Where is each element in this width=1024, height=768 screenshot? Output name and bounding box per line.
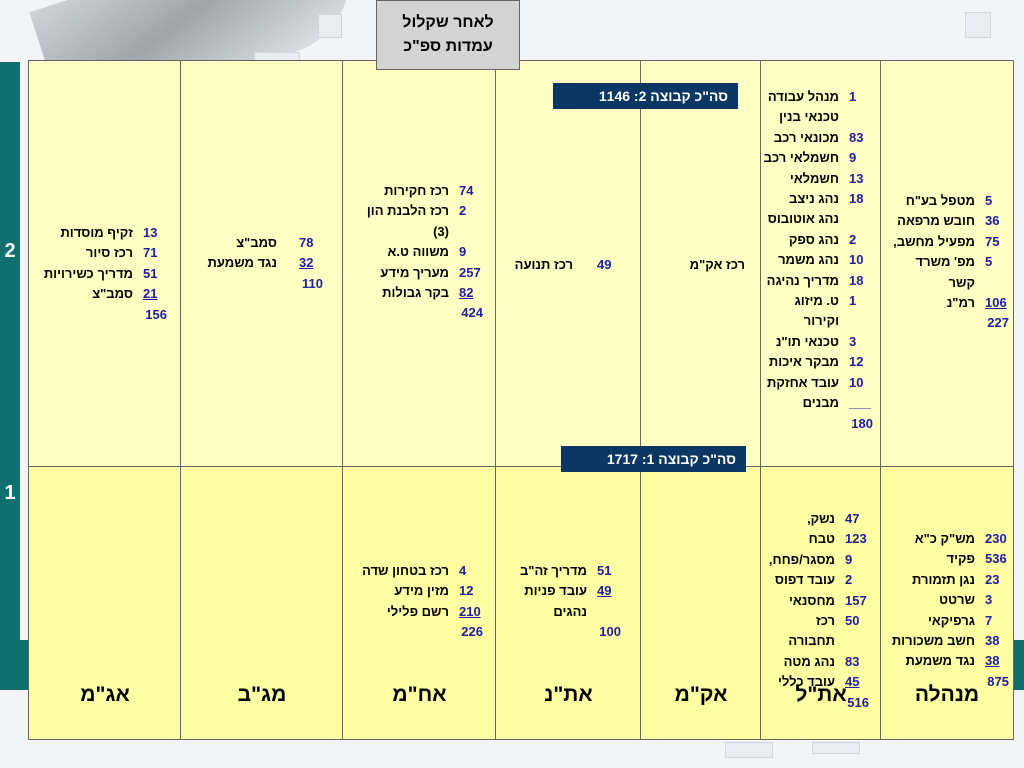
role: נהג אוטובוס (767, 211, 839, 227)
role: חשב משכורות (891, 633, 975, 649)
top-atan-cell (515, 255, 621, 275)
header-line-1: לאחר שקלול (402, 14, 494, 31)
count: 3 (985, 592, 993, 608)
role: מדריך זה"ב (519, 563, 587, 578)
role: מש"ק כ"א (914, 531, 975, 546)
list-item (769, 570, 869, 590)
count: 230 (985, 531, 1007, 546)
role: (3) (433, 223, 449, 239)
count: 1 (849, 89, 857, 104)
list-item (764, 352, 873, 372)
role: שרטט (939, 592, 975, 608)
background-square (318, 14, 342, 38)
list-item (892, 529, 1009, 549)
list-item (362, 581, 483, 601)
count: 3 (849, 333, 857, 349)
group-2-label: 2 (4, 240, 16, 262)
list-item (515, 255, 621, 275)
count (845, 631, 869, 651)
count: 9 (849, 150, 857, 166)
list-item (893, 252, 1009, 272)
top-menahala-cell (893, 191, 1009, 334)
count: 4 (459, 563, 467, 578)
role: נגד משמעת (207, 255, 277, 271)
role: מזין מידע (394, 583, 449, 599)
role: רכז הלבנת הון (366, 203, 449, 219)
list-item (44, 284, 167, 304)
background-square (812, 742, 860, 754)
list-item (892, 611, 1009, 631)
list-item (44, 223, 167, 243)
column-label-aham: אח"מ (392, 683, 447, 706)
count: 210 (459, 603, 481, 619)
list-item (892, 549, 1009, 569)
list-item (893, 211, 1009, 231)
role: מטפל בע"ח (905, 193, 975, 208)
list-item (764, 250, 873, 270)
list-item (769, 591, 869, 611)
list-item (764, 332, 873, 352)
column-label-akam: אק"מ (674, 683, 728, 706)
role: קשר (948, 274, 975, 290)
role: בקר גבולות (382, 285, 449, 301)
count: 2 (459, 203, 467, 219)
total: 424 (461, 305, 483, 321)
header-line-2: עמדות ספ"כ (403, 38, 493, 55)
count: 13 (143, 225, 158, 240)
role: מסגר/פחח, (768, 551, 835, 567)
count: 9 (845, 551, 853, 567)
group-1-label: 1 (4, 482, 16, 504)
count: 51 (143, 265, 158, 281)
list-item (208, 233, 323, 253)
list-item (769, 652, 869, 672)
role: מדריך כשירויות (43, 265, 133, 281)
total: 100 (599, 624, 621, 640)
count: 2 (849, 231, 857, 247)
list-item (44, 264, 167, 284)
role: נהג ספק (788, 231, 839, 247)
column-divider (342, 61, 343, 739)
list-item (520, 561, 621, 581)
list-item (769, 611, 869, 631)
role: טכנאי תו"נ (775, 333, 839, 349)
group-1-total-badge: סה"כ קבוצה 1: 1717 (561, 446, 746, 472)
role: טבח (808, 531, 835, 547)
count (849, 209, 873, 229)
list-item (764, 169, 873, 189)
role: מדריך נהיגה (766, 272, 839, 288)
count: 49 (597, 583, 612, 599)
count: 50 (845, 613, 860, 629)
count: 12 (849, 354, 864, 370)
list-item (893, 191, 1009, 211)
top-akam-cell (690, 255, 745, 275)
role: סמב"צ (92, 286, 133, 302)
column-divider (760, 61, 761, 739)
total: 226 (461, 624, 483, 640)
role: פקיד (946, 551, 975, 567)
count: 257 (459, 264, 481, 280)
column-divider (495, 61, 496, 739)
count: 10 (849, 374, 864, 390)
list-item (367, 181, 483, 201)
count: 51 (597, 563, 612, 578)
column-label-atan: את"נ (544, 683, 593, 706)
count: 18 (849, 272, 864, 288)
total: 110 (302, 275, 323, 291)
role: רכז תנועה (514, 257, 573, 272)
list-item (764, 373, 873, 393)
role: מפ' משרד (915, 254, 975, 270)
role: חשמלאי רכב (763, 150, 839, 166)
decor-strip (0, 640, 30, 690)
role: טכנאי בנין (779, 109, 839, 125)
list-item (892, 570, 1009, 590)
list-item (208, 253, 323, 273)
role: רכז אק"מ (689, 257, 745, 272)
list-item (367, 201, 483, 221)
role: סמב"צ (236, 235, 277, 250)
list-item (44, 243, 167, 263)
count: 38 (985, 633, 1000, 649)
role: עובד כללי (777, 674, 835, 690)
role: ט. מיזוג (794, 293, 839, 309)
count: 36 (985, 213, 1000, 229)
count: 23 (985, 571, 1000, 587)
role: תחבורה (788, 633, 835, 649)
list-item (362, 561, 483, 581)
total: 516 (847, 694, 869, 710)
list-item (769, 631, 869, 651)
role: נשק, (807, 511, 835, 526)
count: 157 (845, 592, 867, 608)
column-divider (640, 61, 641, 739)
column-divider (880, 61, 881, 739)
role: רכז (815, 613, 835, 629)
role: חובש מרפאה (897, 213, 975, 229)
list-item (764, 271, 873, 291)
count: 83 (845, 653, 860, 669)
count: 123 (845, 531, 867, 547)
count: 21 (143, 286, 158, 302)
top-aham-cell (367, 181, 483, 324)
list-item (520, 602, 621, 622)
list-item (764, 291, 873, 311)
role: רמ"נ (946, 295, 975, 311)
role: וקירור (803, 313, 839, 329)
role: רכז חקירות (384, 183, 449, 198)
count: 45 (845, 674, 860, 690)
role: זקיף מוסדות (60, 225, 133, 240)
count (849, 107, 873, 127)
list-item (764, 189, 873, 209)
group-2-total-badge: סה"כ קבוצה 2: 1146 (553, 83, 738, 109)
total: 227 (987, 315, 1009, 331)
role: עובד אחזקת (766, 374, 839, 390)
role: מכונאי רכב (773, 129, 839, 145)
total: 156 (145, 306, 167, 322)
list-item (367, 222, 483, 242)
list-item (892, 590, 1009, 610)
role: נהגים (553, 603, 587, 619)
count: 71 (143, 245, 158, 261)
count: 536 (985, 551, 1007, 567)
column-label-magav: מג"ב (237, 683, 287, 706)
list-item (769, 529, 869, 549)
role: גרפיקאי (927, 612, 975, 628)
role: מבקר איכות (768, 354, 839, 370)
positions-table (28, 60, 1014, 740)
list-item (893, 232, 1009, 252)
list-item (764, 209, 873, 229)
list-item (764, 230, 873, 250)
role: משווה ט.א (387, 244, 449, 260)
list-item (892, 631, 1009, 651)
role: מפעיל מחשב, (893, 233, 975, 249)
list-item (367, 263, 483, 283)
list-item (764, 128, 873, 148)
count: 13 (849, 170, 864, 186)
top-magav-cell (208, 233, 323, 294)
column-divider (180, 61, 181, 739)
count: 7 (985, 612, 993, 628)
list-item (892, 651, 1009, 671)
top-agam-cell (44, 223, 167, 325)
count: 1 (849, 293, 857, 309)
role: מעריך מידע (380, 264, 449, 280)
count: 9 (459, 244, 467, 260)
count: 38 (985, 653, 1000, 669)
role: נהג משמר (778, 252, 839, 268)
count (849, 311, 873, 331)
role: עובד דפוס (774, 572, 835, 588)
count: 10 (849, 252, 864, 268)
side-bar (0, 62, 20, 690)
count: 2 (845, 572, 853, 588)
list-item (764, 393, 873, 413)
header-box (376, 0, 520, 70)
bottom-atan-cell (520, 561, 621, 643)
count: 12 (459, 583, 474, 599)
column-label-atal: את"ל (795, 683, 847, 706)
role: מחסנאי (788, 592, 835, 608)
list-item (769, 509, 869, 529)
count: 5 (985, 254, 993, 270)
background-square (725, 742, 773, 758)
top-atal-cell (764, 87, 873, 434)
total: 180 (851, 415, 873, 431)
count (459, 222, 483, 242)
role: מבנים (802, 395, 839, 411)
list-item (764, 107, 873, 127)
count: 106 (985, 295, 1007, 311)
role: רכז בטחון שדה (362, 563, 449, 578)
count: 75 (985, 233, 1000, 249)
list-item (764, 311, 873, 331)
count: 82 (459, 285, 474, 301)
list-item (362, 602, 483, 622)
background-square (965, 12, 991, 38)
count: ___ (849, 395, 871, 411)
role: מנהל עבודה (767, 89, 839, 104)
count: 5 (985, 193, 993, 208)
total: 875 (987, 673, 1009, 689)
count: 83 (849, 129, 864, 145)
count: 74 (459, 183, 474, 198)
role: נגד משמעת (905, 653, 975, 669)
role: נהג ניצב (789, 191, 839, 207)
role: נהג מטה (783, 653, 835, 669)
role: רכז סיור (85, 245, 133, 261)
bottom-aham-cell (362, 561, 483, 643)
role: עובד פניות (524, 583, 587, 599)
role: נגן תזמורת (912, 571, 975, 587)
list-item (893, 273, 1009, 293)
bottom-menahala-cell (892, 529, 1009, 692)
list-item (764, 148, 873, 168)
list-item (520, 581, 621, 601)
count: 18 (849, 191, 864, 207)
column-label-agam: אג"מ (80, 683, 130, 706)
list-item (764, 87, 873, 107)
role: חשמלאי (789, 170, 839, 186)
list-item (367, 242, 483, 262)
count (985, 273, 1009, 293)
count (597, 602, 621, 622)
count: 49 (597, 257, 612, 272)
list-item (769, 550, 869, 570)
count: 47 (845, 511, 860, 526)
list-item (893, 293, 1009, 313)
list-item (367, 283, 483, 303)
role: רשם פלילי (386, 603, 449, 619)
column-label-menahala: מנהלה (914, 683, 980, 706)
count: 78 (299, 235, 314, 250)
count: 32 (299, 255, 314, 271)
